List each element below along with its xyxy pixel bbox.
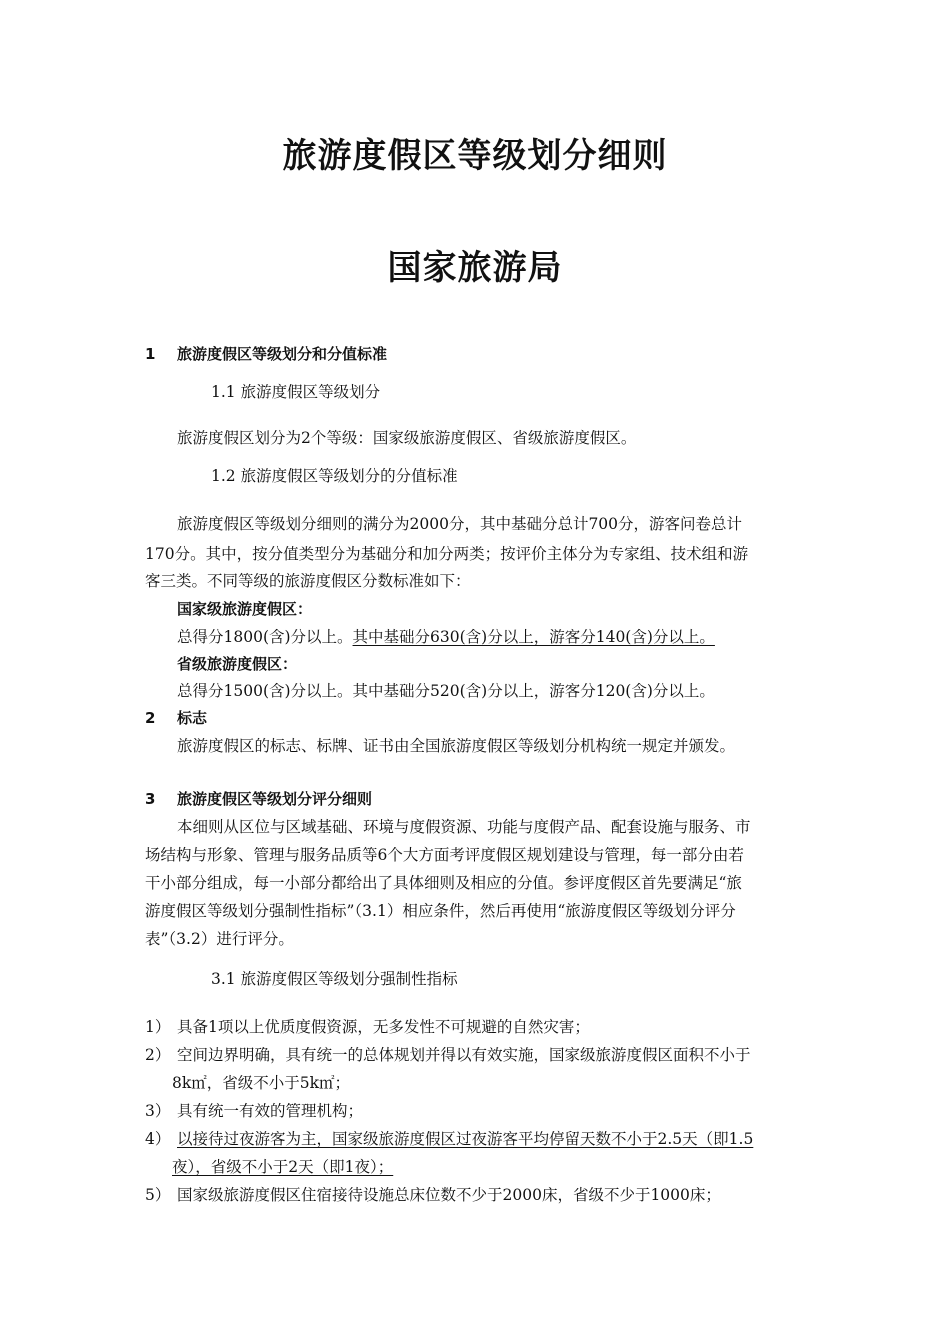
list-item-text: 空间边界明确，具有统一的总体规划并得以有效实施，国家级旅游度假区面积不小于	[177, 1046, 751, 1064]
list-item	[145, 1185, 721, 1205]
section-number: 1	[145, 345, 156, 363]
issuing-organization: 国家旅游局	[387, 248, 563, 288]
section-1-heading	[145, 344, 387, 364]
paragraph-grades: 旅游度假区划分为2个等级：国家级旅游度假区、省级旅游度假区。	[177, 429, 637, 447]
list-item	[145, 1045, 751, 1065]
list-item-number: 1）	[145, 1018, 171, 1036]
list-item-text: 国家级旅游度假区住宿接待设施总床位数不少于2000床，省级不少于1000床；	[177, 1186, 721, 1204]
list-item	[145, 1017, 590, 1037]
list-item	[145, 1129, 753, 1149]
paragraph-scoring-line-1: 旅游度假区等级划分细则的满分为2000分，其中基础分总计700分，游客问卷总计	[177, 515, 743, 533]
section-title: 标志	[177, 709, 208, 727]
provincial-grade-label: 省级旅游度假区：	[177, 655, 298, 673]
paragraph-scoring-line-2: 170分。其中，按分值类型分为基础分和加分两类；按评价主体分为专家组、技术组和游	[145, 545, 749, 563]
national-grade-label: 国家级旅游度假区：	[177, 600, 313, 618]
section-number: 3	[145, 790, 156, 808]
subsection-3-1-heading: 3.1 旅游度假区等级划分强制性指标	[211, 970, 458, 988]
list-item-number: 3）	[145, 1102, 171, 1120]
section-2-heading	[145, 708, 207, 728]
paragraph-rules-line-3: 干小部分组成，每一小部分都给出了具体细则及相应的分值。参评度假区首先要满足“旅	[145, 874, 742, 892]
national-grade-criteria	[177, 627, 715, 647]
paragraph-rules-line-2: 场结构与形象、管理与服务品质等6个大方面考评度假区规划建设与管理，每一部分由若	[145, 846, 744, 864]
section-title: 旅游度假区等级划分和分值标准	[177, 345, 388, 363]
provincial-grade-criteria: 总得分1500(含)分以上。其中基础分520(含)分以上，游客分120(含)分以上。	[177, 682, 715, 700]
list-item-number: 4）	[145, 1130, 171, 1148]
paragraph-rules-line-5: 表”（3.2）进行评分。	[145, 930, 294, 948]
list-item	[145, 1101, 363, 1121]
document-title: 旅游度假区等级划分细则	[282, 136, 668, 176]
subsection-1-1-heading: 1.1 旅游度假区等级划分	[211, 383, 381, 401]
paragraph-rules-line-4: 游度假区等级划分强制性指标”（3.1）相应条件，然后再使用“旅游度假区等级划分评分	[145, 902, 736, 920]
subsection-1-2-heading: 1.2 旅游度假区等级划分的分值标准	[211, 467, 458, 485]
list-item-continuation: 夜），省级不小于2天（即1夜）；	[172, 1158, 394, 1176]
list-item-number: 2）	[145, 1046, 171, 1064]
national-total-score: 总得分1800(含)分以上。	[177, 628, 353, 646]
list-item-text: 以接待过夜游客为主，国家级旅游度假区过夜游客平均停留天数不小于2.5天（即1.5	[177, 1130, 754, 1148]
list-item-continuation: 8k㎡，省级不小于5k㎡；	[172, 1074, 351, 1092]
section-number: 2	[145, 709, 156, 727]
paragraph-scoring-line-3: 客三类。不同等级的旅游度假区分数标准如下：	[145, 572, 471, 590]
list-item-text: 具有统一有效的管理机构；	[177, 1102, 364, 1120]
list-item-number: 5）	[145, 1186, 171, 1204]
national-sub-scores: 其中基础分630(含)分以上，游客分140(含)分以上。	[352, 628, 715, 646]
section-3-heading	[145, 789, 372, 809]
paragraph-logo: 旅游度假区的标志、标牌、证书由全国旅游度假区等级划分机构统一规定并颁发。	[177, 737, 736, 755]
section-title: 旅游度假区等级划分评分细则	[177, 790, 373, 808]
paragraph-rules-line-1: 本细则从区位与区域基础、环境与度假资源、功能与度假产品、配套设施与服务、市	[177, 818, 751, 836]
list-item-text: 具备1项以上优质度假资源，无多发性不可规避的自然灾害；	[177, 1018, 590, 1036]
